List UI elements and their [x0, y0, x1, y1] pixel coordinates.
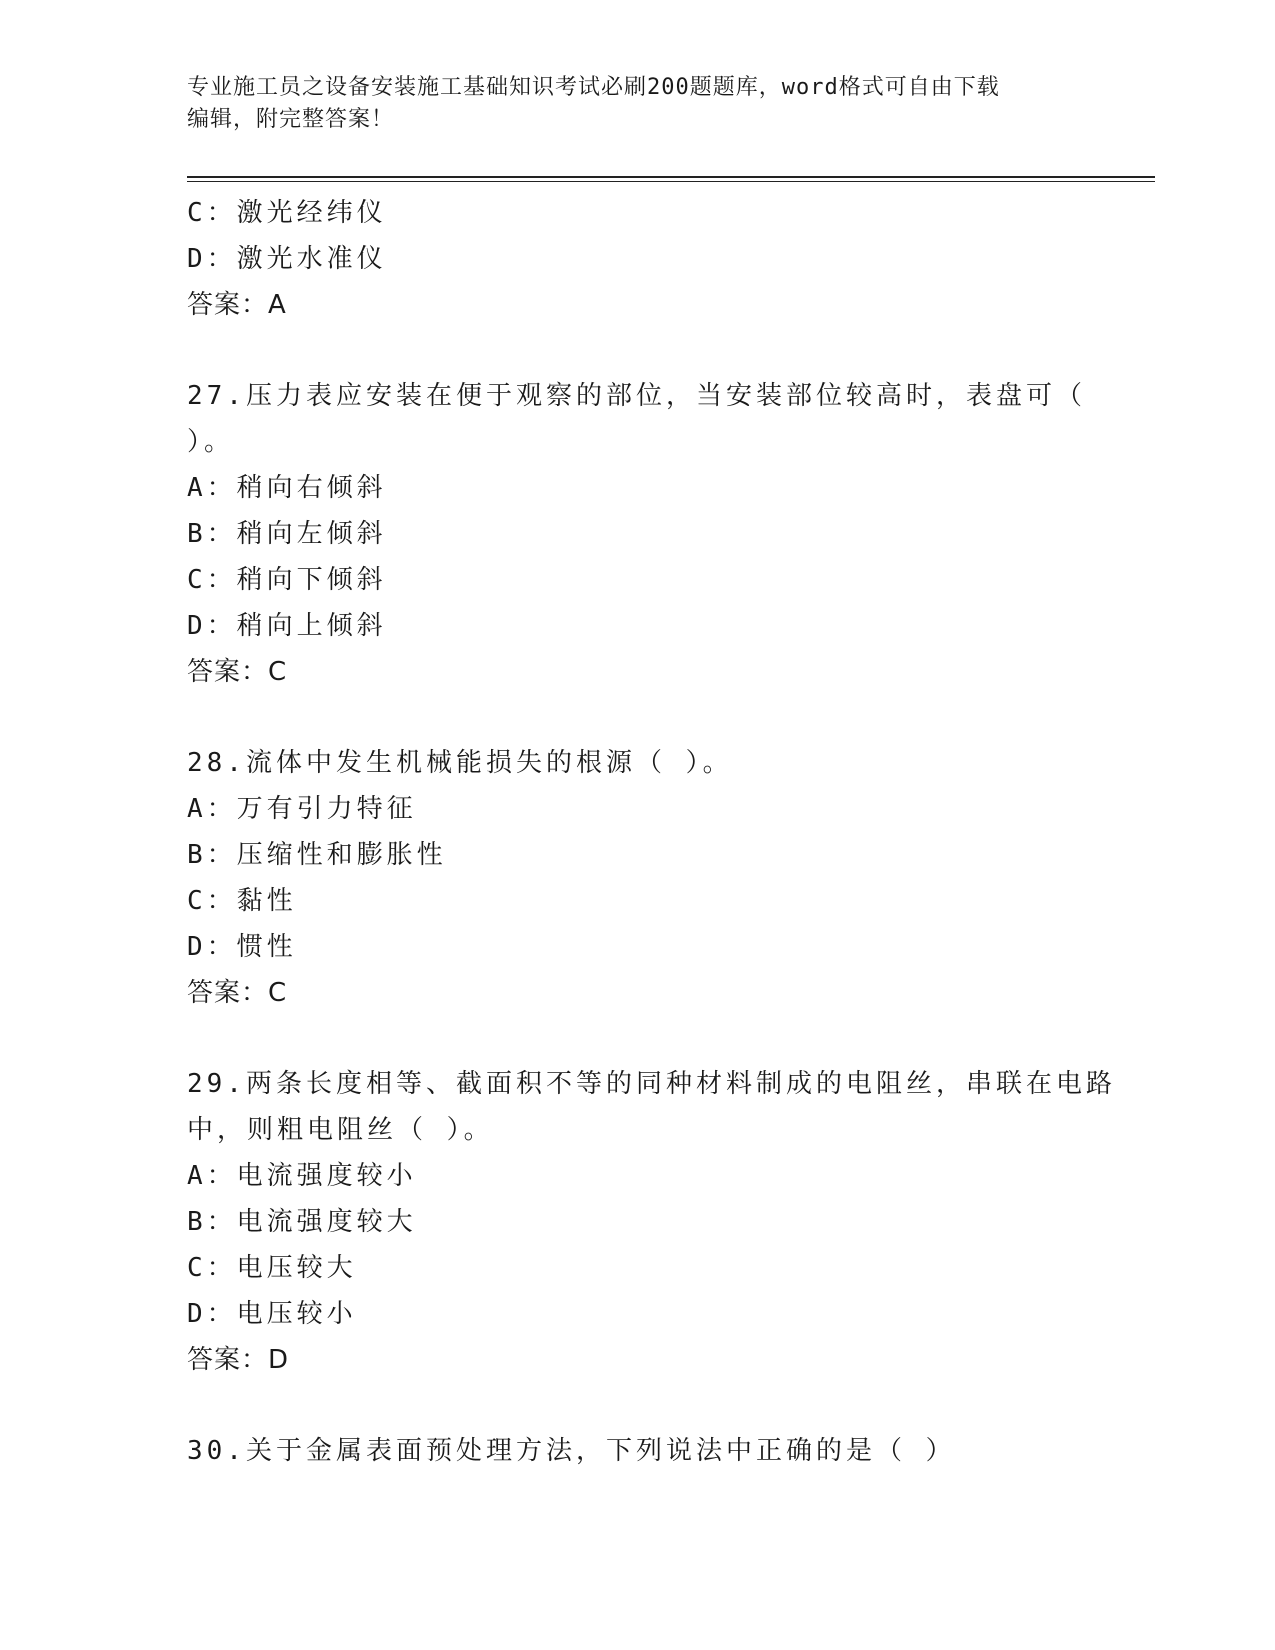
option-d: D：惯性	[187, 932, 297, 962]
option-b: B：压缩性和膨胀性	[187, 840, 447, 870]
question-27	[187, 373, 1087, 695]
question-text-cont: ）。	[187, 427, 235, 457]
option-c: C：激光经纬仪	[187, 198, 387, 228]
question-text: 29.两条长度相等、截面积不等的同种材料制成的电阻丝，串联在电路	[187, 1069, 1116, 1099]
question-30	[187, 1428, 1087, 1474]
option-d: D：稍向上倾斜	[187, 611, 387, 641]
header-divider-thick	[187, 176, 1155, 178]
answer-line: 答案：D	[187, 1345, 290, 1375]
question-text: 28.流体中发生机械能损失的根源（ ）。	[187, 748, 733, 778]
answer-line: 答案：C	[187, 657, 288, 687]
spacer	[187, 1016, 1087, 1061]
option-c: C：电压较大	[187, 1253, 357, 1283]
option-a: A：电流强度较小	[187, 1161, 417, 1191]
partial-question	[187, 190, 1087, 328]
question-29	[187, 1061, 1116, 1383]
question-list	[187, 190, 1116, 1474]
question-text-cont: 中，则粗电阻丝（ ）。	[187, 1115, 494, 1145]
option-d: D：电压较小	[187, 1299, 357, 1329]
option-c: C：稍向下倾斜	[187, 565, 387, 595]
option-d: D：激光水准仪	[187, 244, 387, 274]
spacer	[187, 1383, 1087, 1428]
option-a: A：万有引力特征	[187, 794, 417, 824]
question-text: 27.压力表应安装在便于观察的部位，当安装部位较高时，表盘可（	[187, 381, 1086, 411]
document-header	[187, 72, 1087, 136]
answer-line: 答案：C	[187, 978, 288, 1008]
option-c: C：黏性	[187, 886, 297, 916]
answer-line: 答案：A	[187, 290, 287, 320]
question-text: 30.关于金属表面预处理方法，下列说法中正确的是（ ）	[187, 1436, 956, 1466]
spacer	[187, 328, 1087, 373]
option-b: B：电流强度较大	[187, 1207, 417, 1237]
header-line-2: 编辑，附完整答案！	[187, 107, 395, 132]
header-line-1: 专业施工员之设备安装施工基础知识考试必刷200题题库，word格式可自由下载	[187, 75, 1000, 100]
header-divider-thin	[187, 181, 1155, 182]
option-a: A：稍向右倾斜	[187, 473, 387, 503]
option-b: B：稍向左倾斜	[187, 519, 387, 549]
spacer	[187, 695, 1087, 740]
question-28	[187, 740, 1087, 1016]
